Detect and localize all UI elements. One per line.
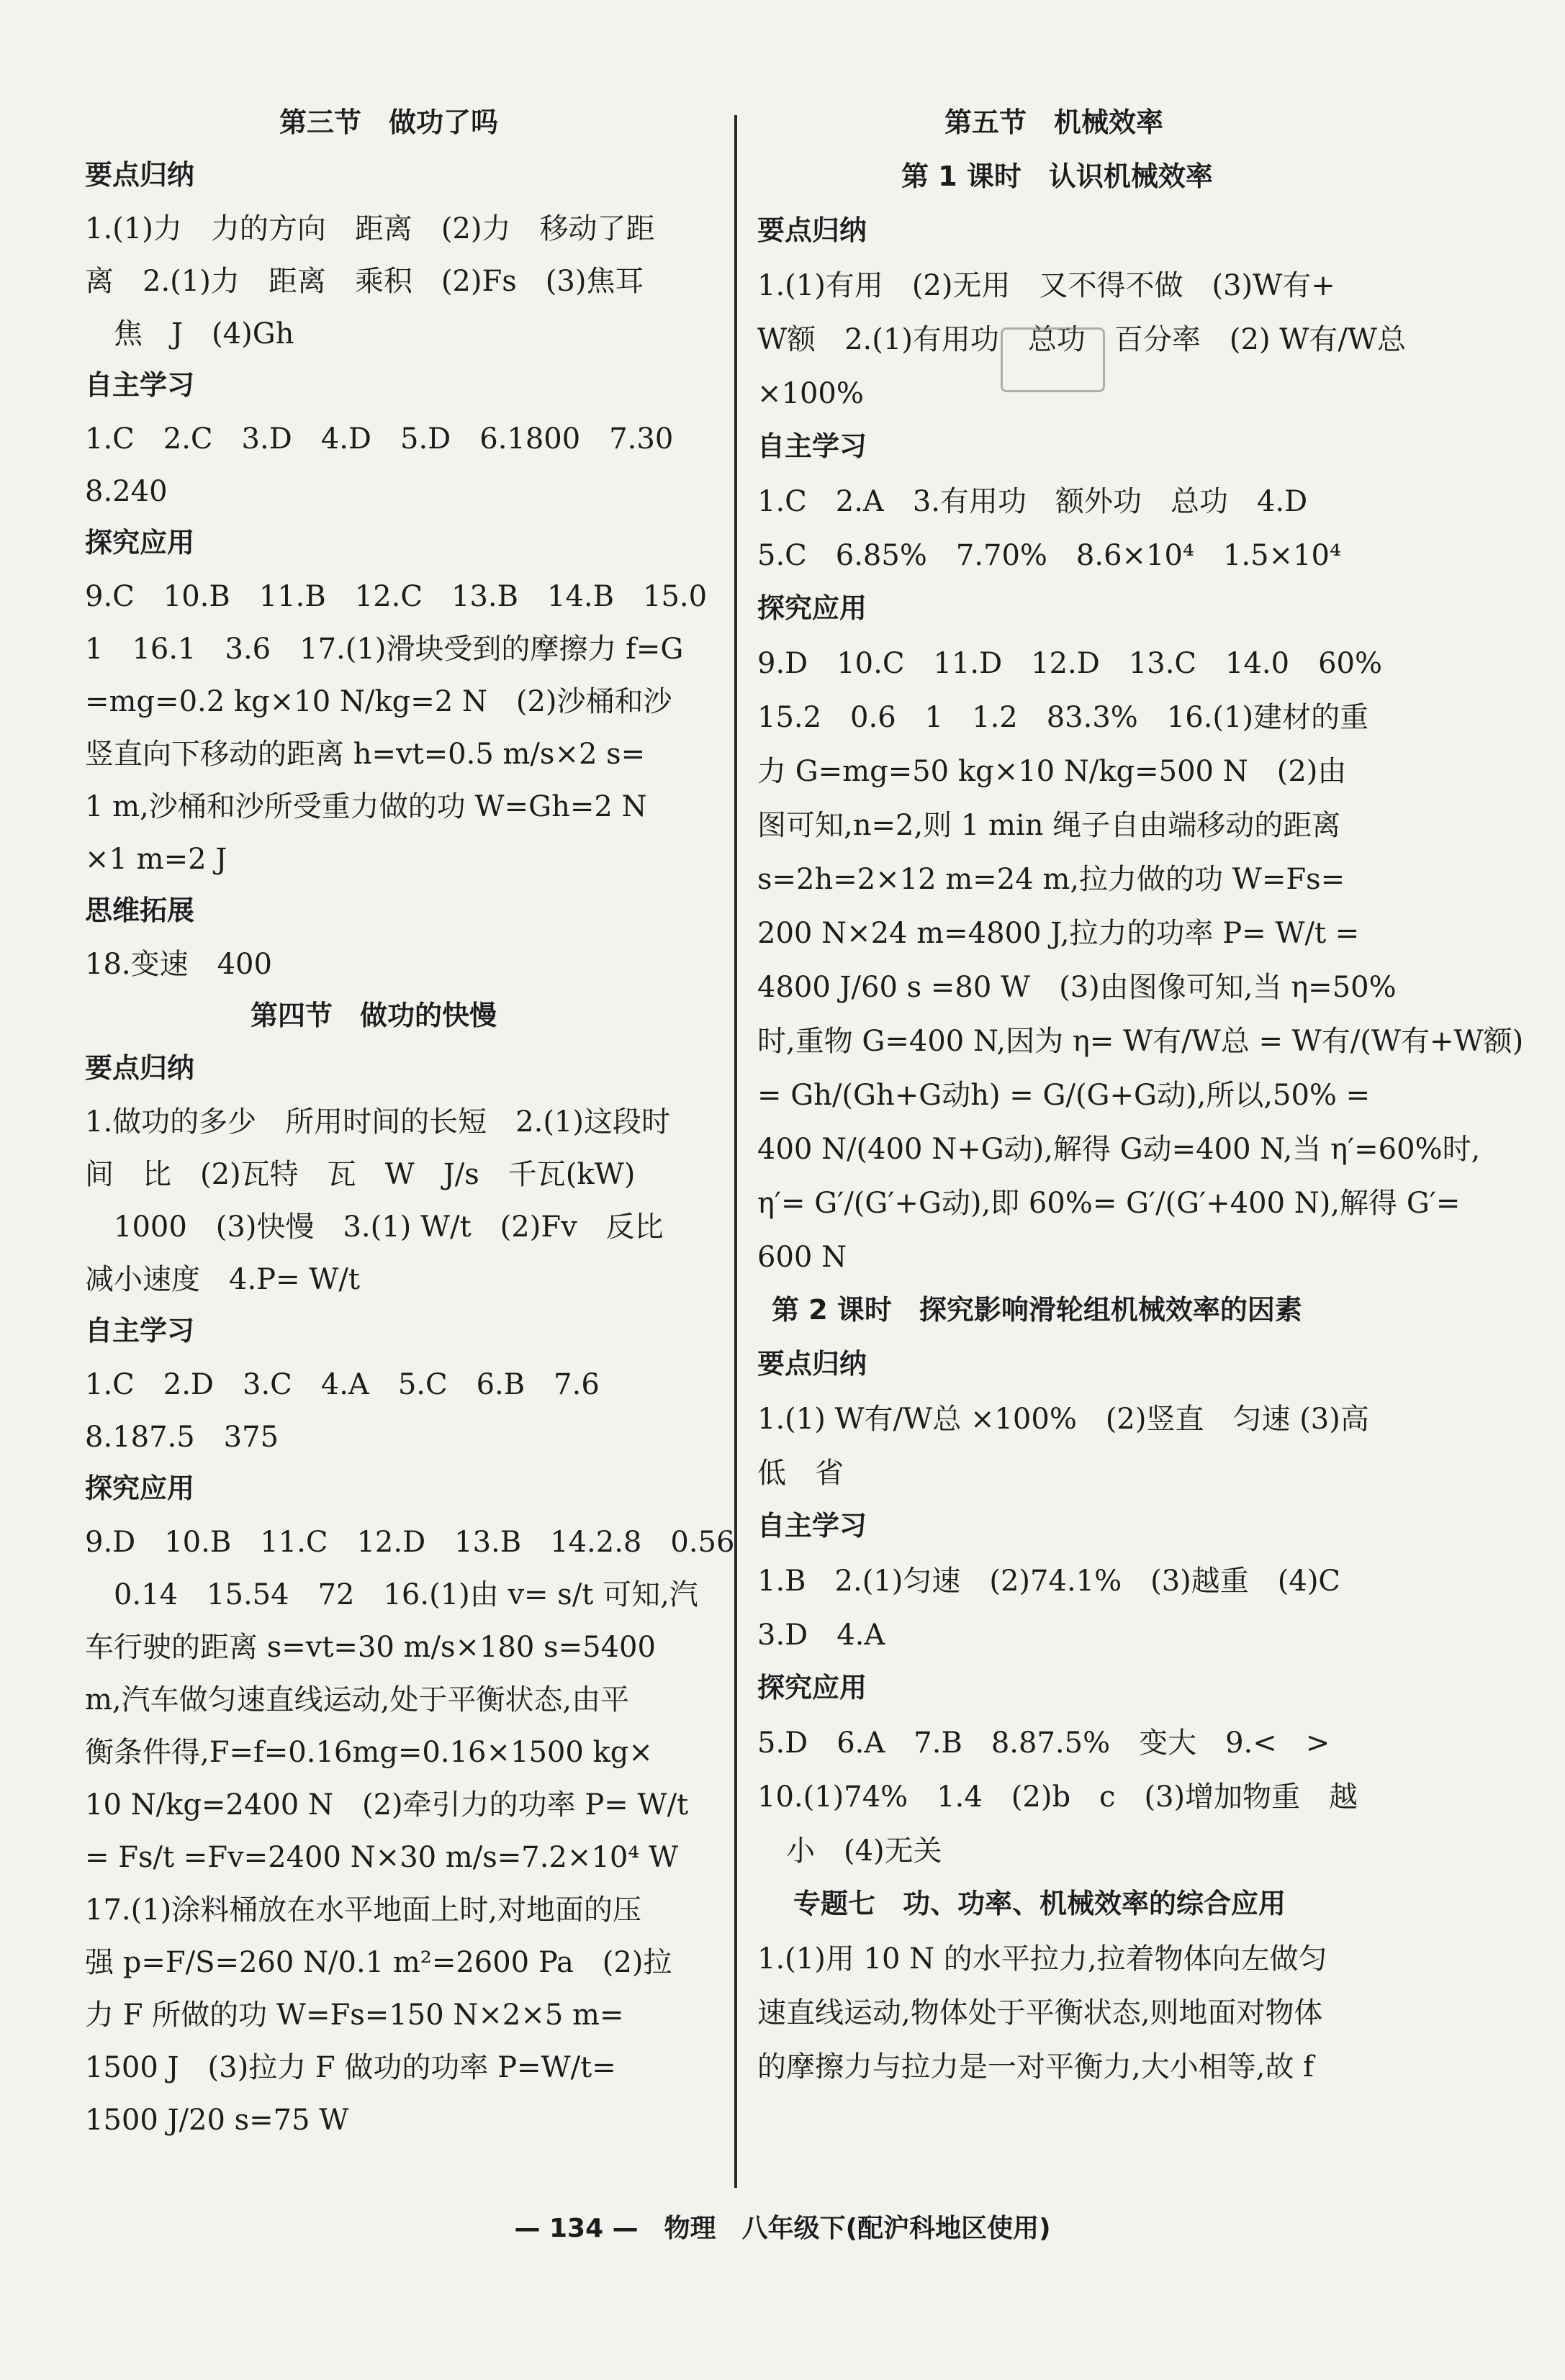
section-title: 第四节 做功的快慢 [251,1000,497,1031]
answer-line: 1.(1)用 10 N 的水平拉力,拉着物体向左做匀 [757,1942,1327,1976]
answer-line: 1000 (3)快慢 3.(1) W/t (2)Fv 反比 [114,1211,664,1244]
section-title: 第 2 课时 探究影响滑轮组机械效率的因素 [772,1294,1302,1326]
subsection-heading: 探究应用 [757,592,867,624]
subsection-heading: 自主学习 [757,1510,867,1542]
answer-line: 9.C 10.B 11.B 12.C 13.B 14.B 15.0 [85,580,708,613]
subsection-heading: 探究应用 [85,527,195,558]
answer-line: 低 省 [757,1457,844,1490]
answer-line: 竖直向下移动的距离 h=vt=0.5 m/s×2 s= [85,738,646,771]
subsection-heading: 要点归纳 [85,1052,195,1084]
answer-line: 200 N×24 m=4800 J,拉力的功率 P= W/t = [757,917,1360,950]
answer-line: 1.B 2.(1)匀速 (2)74.1% (3)越重 (4)C [757,1565,1341,1598]
answer-line: 间 比 (2)瓦特 瓦 W J/s 千瓦(kW) [85,1158,636,1191]
answer-line: 5.C 6.85% 7.70% 8.6×10⁴ 1.5×10⁴ [757,539,1342,572]
answer-line: 的摩擦力与拉力是一对平衡力,大小相等,故 f [757,2050,1314,2083]
answer-line: 10.(1)74% 1.4 (2)b c (3)增加物重 越 [757,1781,1358,1814]
subsection-heading: 探究应用 [757,1672,867,1703]
section-title: 第三节 做功了吗 [279,107,499,138]
subsection-heading: 要点归纳 [757,1348,867,1380]
answer-line: 1.C 2.A 3.有用功 额外功 总功 4.D [757,485,1308,518]
answer-line: 力 F 所做的功 W=Fs=150 N×2×5 m= [85,1999,624,2032]
answer-line: 400 N/(400 N+G动),解得 G动=400 N,当 η′=60%时, [757,1133,1481,1166]
answer-line: 力 G=mg=50 kg×10 N/kg=500 N (2)由 [757,755,1347,788]
answer-line: 1.C 2.D 3.C 4.A 5.C 6.B 7.6 [85,1368,600,1401]
answer-line: 9.D 10.C 11.D 12.D 13.C 14.0 60% [757,647,1383,680]
answer-line: 17.(1)涂料桶放在水平地面上时,对地面的压 [85,1893,641,1927]
answer-line: 1.C 2.C 3.D 4.D 5.D 6.1800 7.30 [85,422,674,456]
answer-line: 3.D 4.A [757,1619,885,1652]
answer-line: ×100% [757,377,864,410]
subsection-heading: 思维拓展 [85,895,195,926]
answer-line: 10 N/kg=2400 N (2)牵引力的功率 P= W/t [85,1788,689,1822]
answer-line: = Fs/t =Fv=2400 N×30 m/s=7.2×10⁴ W [85,1841,679,1874]
answer-line: s=2h=2×12 m=24 m,拉力做的功 W=Fs= [757,863,1345,896]
answer-line: m,汽车做匀速直线运动,处于平衡状态,由平 [85,1683,630,1716]
section-title: 第 1 课时 认识机械效率 [901,160,1213,192]
answer-line: 图可知,n=2,则 1 min 绳子自由端移动的距离 [757,809,1341,842]
answer-line: 0.14 15.54 72 16.(1)由 v= s/t 可知,汽 [114,1578,698,1611]
answer-line: 1 16.1 3.6 17.(1)滑块受到的摩擦力 f=G [85,633,684,666]
answer-line: η′= G′/(G′+G动),即 60%= G′/(G′+400 N),解得 G′= [757,1187,1461,1220]
answer-line: 5.D 6.A 7.B 8.87.5% 变大 9.< > [757,1727,1330,1760]
answer-line: ×1 m=2 J [85,843,227,876]
answer-line: 减小速度 4.P= W/t [85,1263,360,1296]
answer-line: 1.(1)力 力的方向 距离 (2)力 移动了距 [85,212,655,245]
subsection-heading: 自主学习 [85,1315,195,1347]
section-title: 专题七 功、功率、机械效率的综合应用 [793,1888,1286,1919]
subsection-heading: 要点归纳 [85,159,195,191]
answer-line: = Gh/(Gh+G动h) = G/(G+G动),所以,50% = [757,1079,1371,1112]
answer-line: W额 2.(1)有用功 总功 百分率 (2) W有/W总 [757,323,1407,356]
answer-line: 15.2 0.6 1 1.2 83.3% 16.(1)建材的重 [757,701,1369,734]
answer-line: 18.变速 400 [85,948,272,981]
answer-line: 1.(1) W有/W总 ×100% (2)竖直 匀速 (3)高 [757,1403,1369,1436]
subsection-heading: 自主学习 [85,369,195,401]
subsection-heading: 探究应用 [85,1472,195,1504]
answer-line: 9.D 10.B 11.C 12.D 13.B 14.2.8 0.56 [85,1526,735,1559]
answer-line: 1500 J/20 s=75 W [85,2104,349,2137]
answer-line: 8.187.5 375 [85,1421,279,1454]
answer-line: =mg=0.2 kg×10 N/kg=2 N (2)沙桶和沙 [85,685,672,718]
section-title: 第五节 机械效率 [944,107,1164,138]
answer-line: 4800 J/60 s =80 W (3)由图像可知,当 η=50% [757,971,1397,1004]
answer-line: 1.做功的多少 所用时间的长短 2.(1)这段时 [85,1105,670,1139]
answer-line: 1 m,沙桶和沙所受重力做的功 W=Gh=2 N [85,790,647,823]
answer-line: 1.(1)有用 (2)无用 又不得不做 (3)W有+ [757,269,1335,302]
answer-line: 小 (4)无关 [786,1834,942,1868]
answer-line: 1500 J (3)拉力 F 做功的功率 P=W/t= [85,2051,616,2084]
answer-line: 时,重物 G=400 N,因为 η= W有/W总 = W有/(W有+W额) [757,1025,1524,1058]
answer-line: 焦 J (4)Gh [114,317,294,350]
subsection-heading: 要点归纳 [757,214,867,246]
answer-line: 8.240 [85,475,168,508]
answer-line: 速直线运动,物体处于平衡状态,则地面对物体 [757,1996,1323,2030]
answer-line: 衡条件得,F=f=0.16mg=0.16×1500 kg× [85,1736,653,1769]
answer-line: 600 N [757,1241,847,1274]
answer-line: 强 p=F/S=260 N/0.1 m²=2600 Pa (2)拉 [85,1946,672,1979]
answer-line: 离 2.(1)力 距离 乘积 (2)Fs (3)焦耳 [85,265,644,298]
page-footer: — 134 — 物理 八年级下(配沪科地区使用) [514,2214,1051,2243]
column-divider [734,115,737,2188]
subsection-heading: 自主学习 [757,430,867,462]
stamp-watermark [1001,327,1105,392]
answer-line: 车行驶的距离 s=vt=30 m/s×180 s=5400 [85,1631,656,1664]
